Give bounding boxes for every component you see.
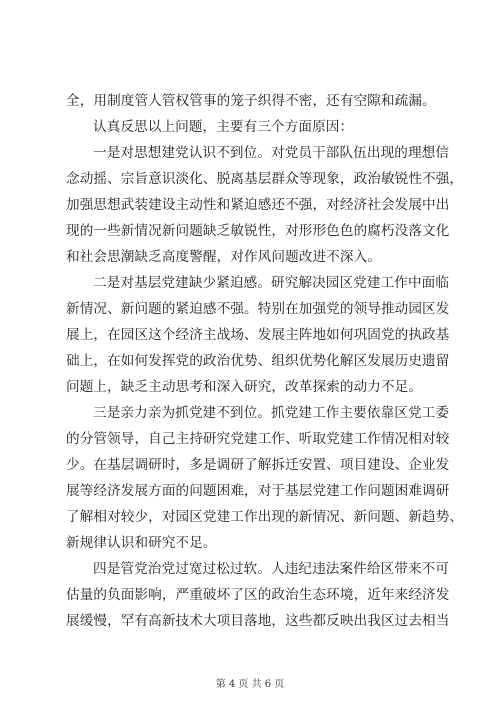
paragraph	[66, 556, 450, 634]
paragraph	[66, 114, 438, 140]
text-line: 问题上，缺乏主动思考和深入研究，改革探索的动力不足。	[66, 379, 423, 395]
text-line: 础上，在如何发挥党的政治优势、组织优势化解区发展历史遗留	[66, 353, 450, 369]
text-line: 认真反思以上问题，主要有三个方面原因：	[93, 119, 354, 135]
paragraph	[66, 270, 450, 400]
paragraph	[66, 400, 464, 556]
text-line: 和社会思潮缺乏高度警醒，对作风问题改进不深入。	[66, 249, 381, 265]
text-line: 了解相对较少，对园区党建工作出现的新情况、新问题、新趋势、	[66, 509, 464, 525]
paragraph	[66, 88, 438, 114]
text-line: 展缓慢，罕有高新技术大项目落地，这些都反映出我区过去相当	[66, 613, 450, 629]
text-line: 现的一些新情况新问题缺乏敏锐性，对形形色色的腐朽没落文化	[66, 223, 450, 239]
paragraph	[66, 140, 464, 270]
text-line: 新规律认识和研究不足。	[66, 535, 217, 551]
text-line: 一是对思想建党认识不到位。对党员干部队伍出现的理想信	[93, 145, 450, 161]
text-line: 四是管党治党过宽过松过软。人违纪违法案件给区带来不可	[93, 561, 450, 577]
text-line: 少。在基层调研时，多是调研了解拆迁安置、项目建设、企业发	[66, 457, 450, 473]
text-line: 念动摇、宗旨意识淡化、脱离基层群众等现象，政治敏锐性不强，	[66, 171, 464, 187]
text-line: 新情况、新问题的紧迫感不强。特别在加强党的领导推动园区发	[66, 301, 450, 317]
text-line: 展上，在园区这个经济主战场、发展主阵地如何巩固党的执政基	[66, 327, 450, 343]
text-line: 的分管领导，自己主持研究党建工作、听取党建工作情况相对较	[66, 431, 450, 447]
text-line: 三是亲力亲为抓党建不到位。抓党建工作主要依靠区党工委	[93, 405, 450, 421]
text-line: 全，用制度管人管权管事的笼子织得不密，还有空隙和疏漏。	[66, 93, 436, 109]
text-line: 加强思想武装建设主动性和紧迫感还不强，对经济社会发展中出	[66, 197, 450, 213]
document-body	[66, 88, 464, 634]
page-footer: 第 4 页 共 6 页	[215, 679, 285, 690]
text-line: 估量的负面影响，严重破坏了区的政治生态环境，近年来经济发	[66, 587, 450, 603]
text-line: 二是对基层党建缺少紧迫感。研究解决园区党建工作中面临	[93, 275, 450, 291]
text-line: 展等经济发展方面的问题困难，对于基层党建工作问题困难调研	[66, 483, 450, 499]
